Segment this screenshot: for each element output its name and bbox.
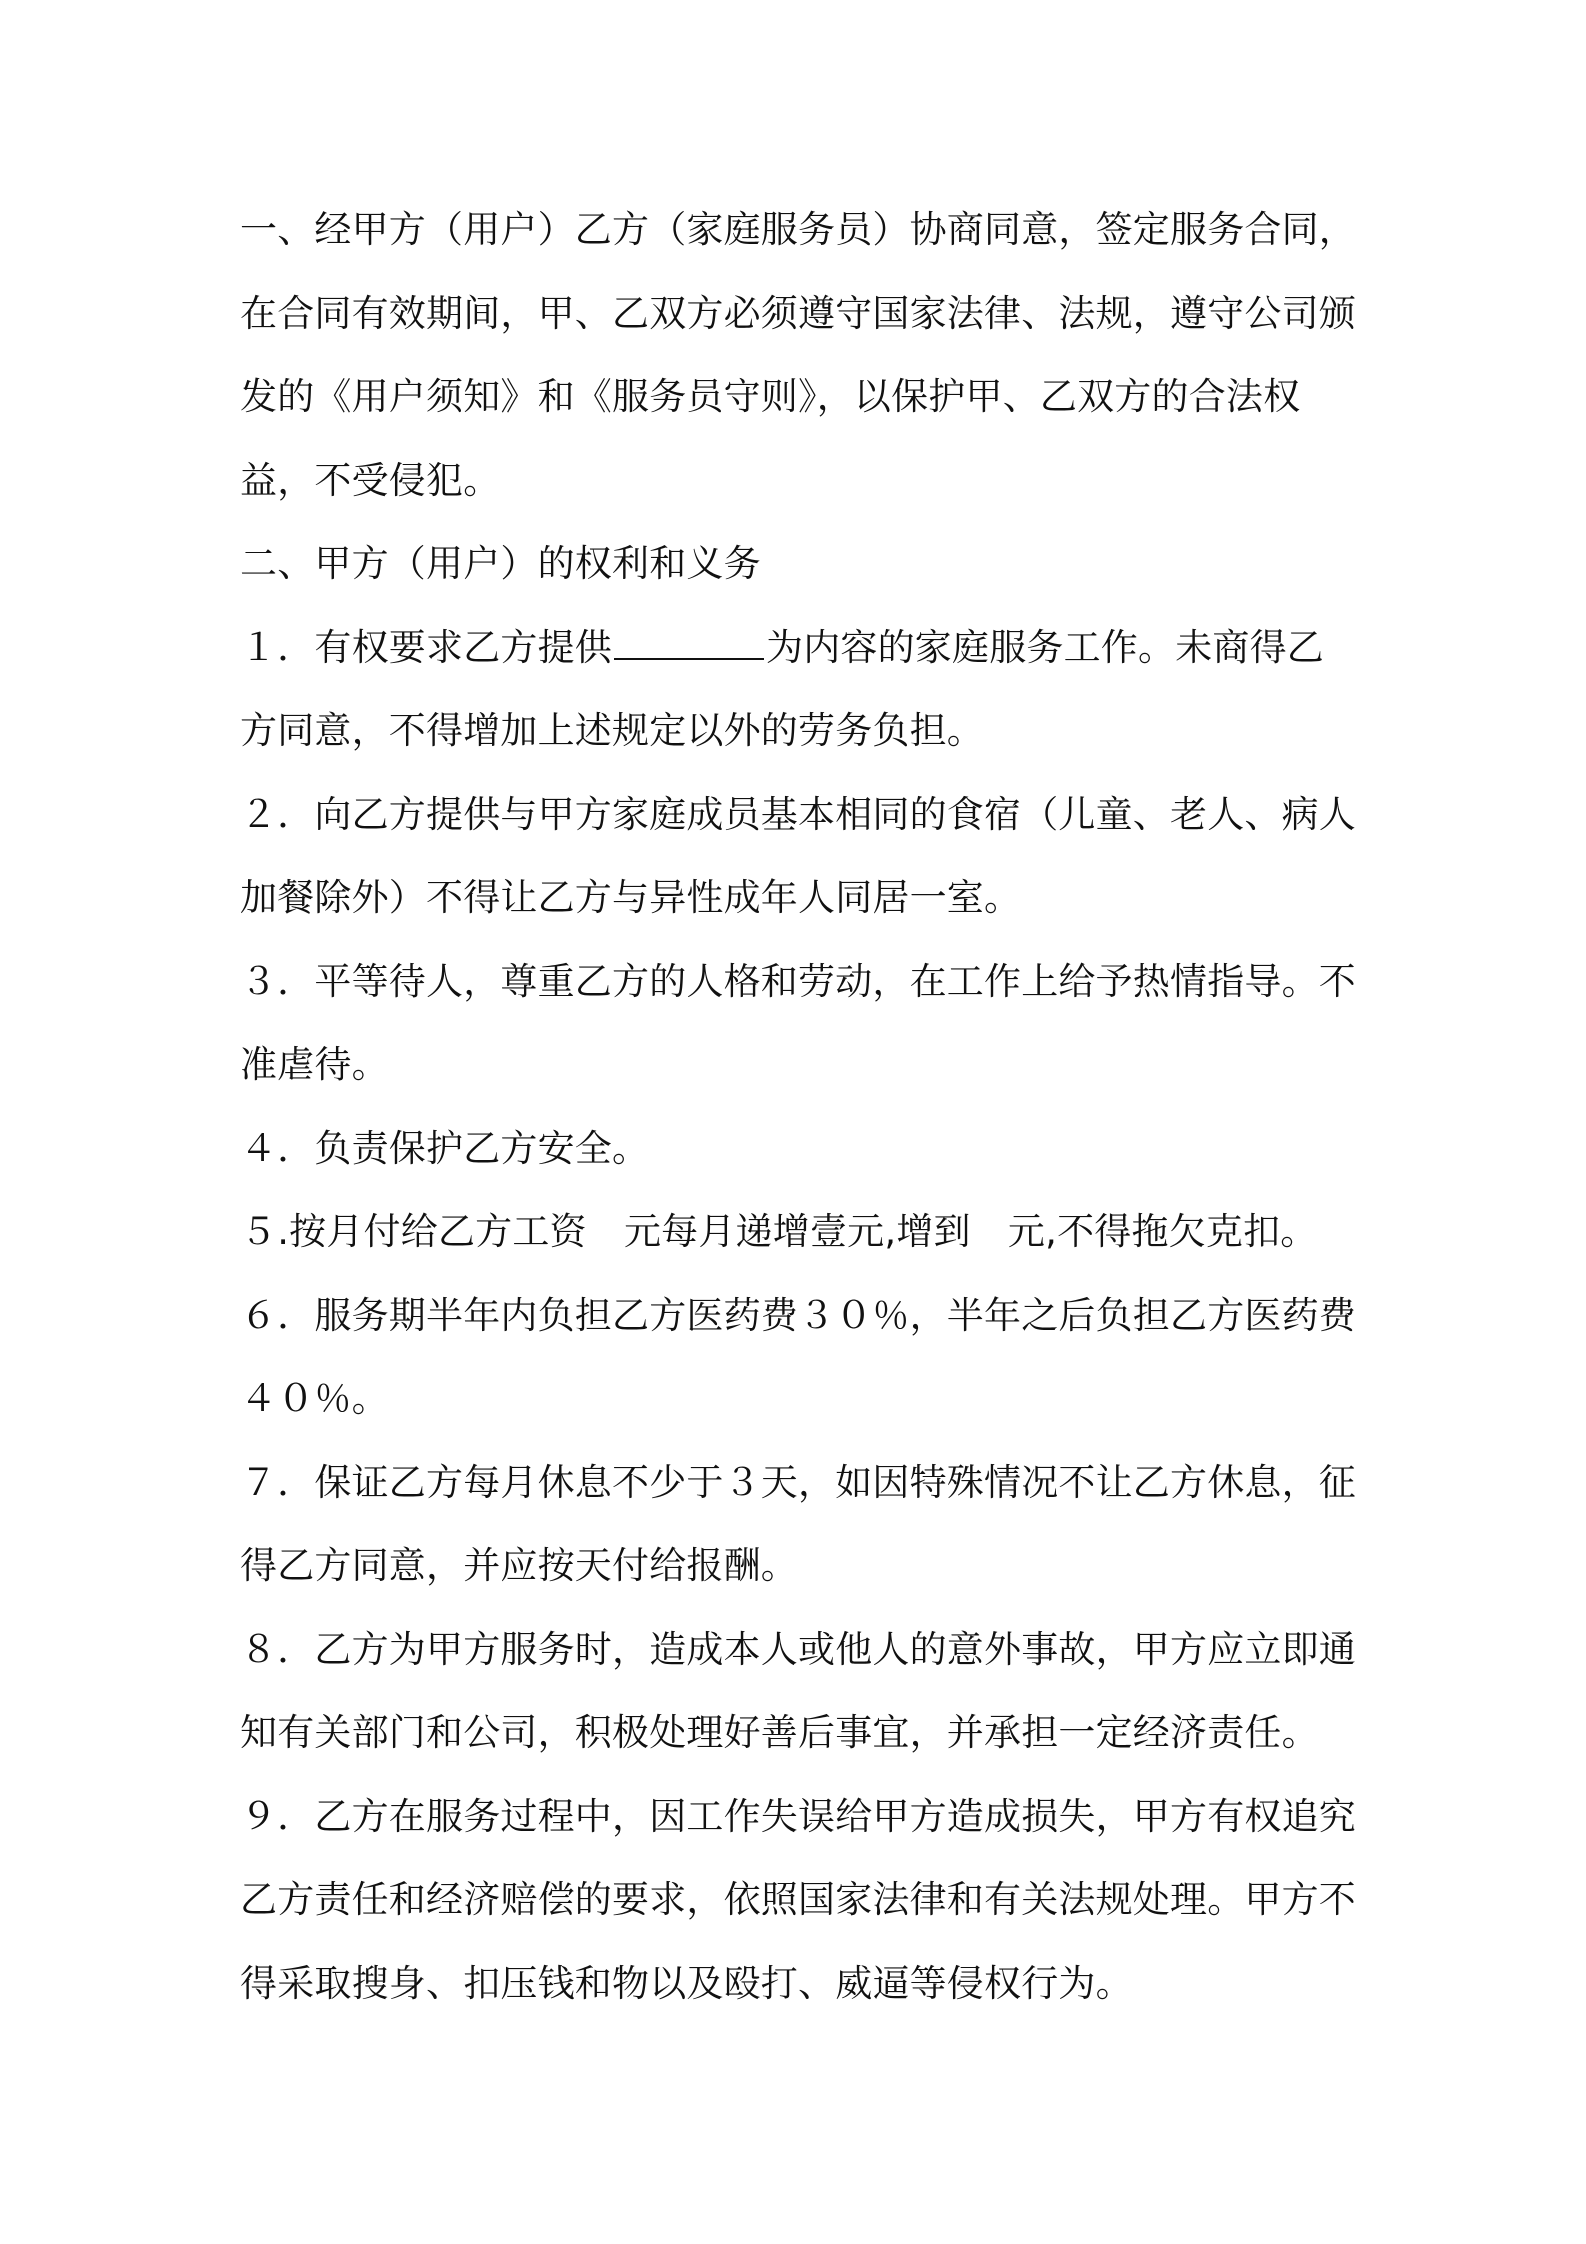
- blank-line: [614, 622, 764, 660]
- list-item-1-before: １．有权要求乙方提供: [240, 625, 612, 669]
- paragraph-1: 一、经甲方（用户）乙方（家庭服务员）协商同意，签定服务合同，在合同有效期间，甲、乙双方必须遵守国家法律、法规，遵守公司颁发的《用户须知》和《服务员守则》，以保护甲、乙双方的合法权益，不受侵犯。: [240, 208, 1356, 502]
- list-item-4: ４．负责保护乙方安全。: [240, 1126, 650, 1170]
- list-item-3: ３．平等待人，尊重乙方的人格和劳动，在工作上给予热情指导。不准虐待。: [240, 959, 1356, 1086]
- list-item-6: ６．服务期半年内负担乙方医药费３０％，半年之后负担乙方医药费４０％。: [240, 1293, 1356, 1420]
- list-item-1-after: 为内容的家庭服务工作。未商得乙方同意，不得增加上述规定以外的劳务负担。: [240, 625, 1324, 752]
- list-item-5: ５.按月付给乙方工资 元每月递增壹元,增到 元,不得拖欠克扣。: [240, 1210, 1318, 1253]
- section-heading-2: 二、甲方（用户）的权利和义务: [240, 542, 761, 585]
- list-item-2: ２．向乙方提供与甲方家庭成员基本相同的食宿（儿童、老人、病人加餐除外）不得让乙方与异性成年人同居一室。: [240, 792, 1356, 919]
- list-item-1: [240, 606, 1360, 773]
- list-item-9: ９．乙方在服务过程中，因工作失误给甲方造成损失，甲方有权追究乙方责任和经济赔偿的要求，依照国家法律和有关法规处理。甲方不得采取搜身、扣压钱和物以及殴打、威逼等侵权行为。: [240, 1794, 1356, 2005]
- list-item-8: ８．乙方为甲方服务时，造成本人或他人的意外事故，甲方应立即通知有关部门和公司，积极处理好善后事宜，并承担一定经济责任。: [240, 1627, 1356, 1754]
- list-item-7: ７．保证乙方每月休息不少于３天，如因特殊情况不让乙方休息，征得乙方同意，并应按天付给报酬。: [240, 1460, 1356, 1587]
- document-body: [240, 188, 1360, 2025]
